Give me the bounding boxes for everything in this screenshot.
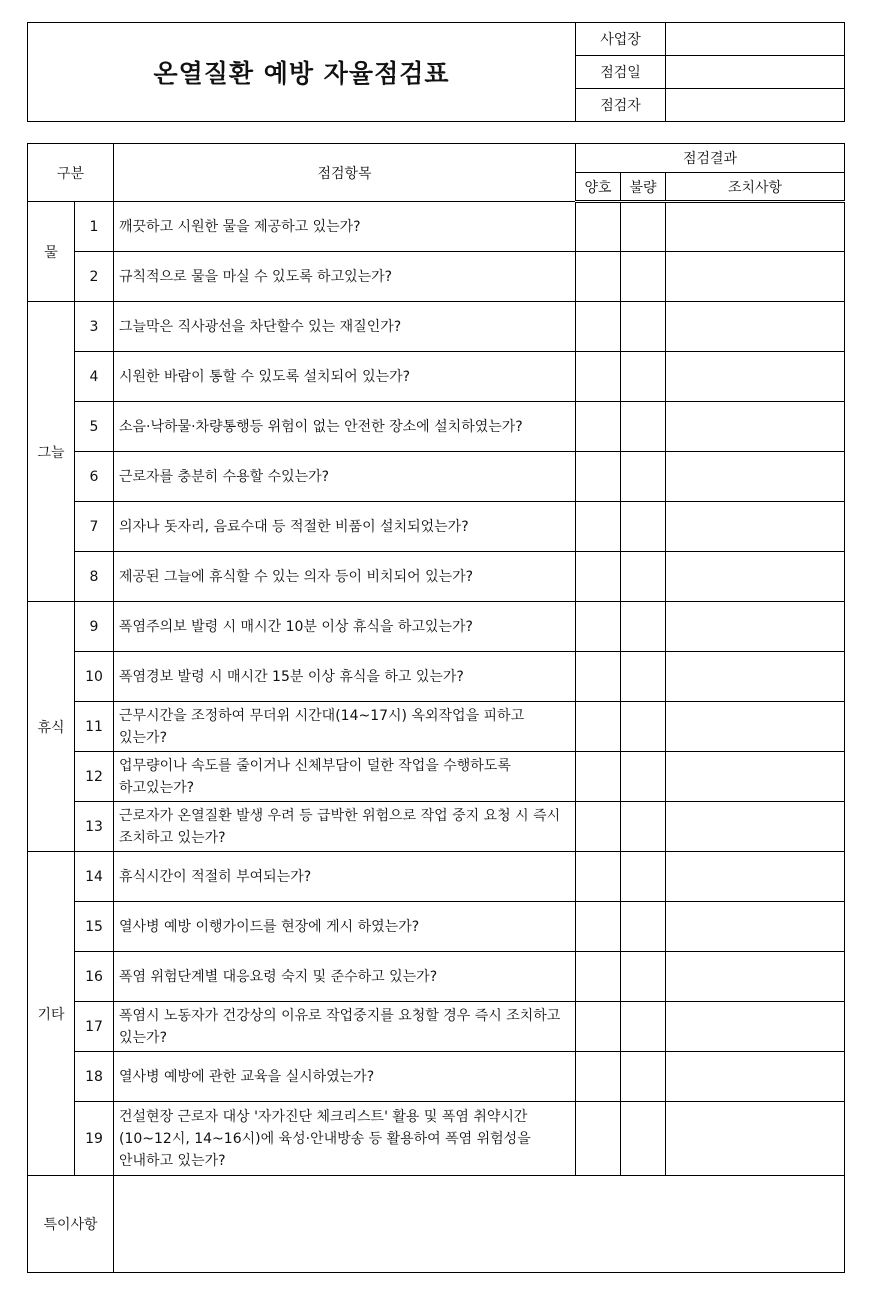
good-check-cell[interactable] <box>576 502 621 552</box>
item-number: 4 <box>75 352 114 402</box>
item-number: 7 <box>75 502 114 552</box>
action-note-cell[interactable] <box>666 1052 845 1102</box>
bad-check-cell[interactable] <box>621 352 666 402</box>
item-text: 근로자를 충분히 수용할 수있는가? <box>114 452 576 502</box>
action-note-cell[interactable] <box>666 902 845 952</box>
item-number: 17 <box>75 1002 114 1052</box>
action-note-cell[interactable] <box>666 602 845 652</box>
bad-check-cell[interactable] <box>621 602 666 652</box>
checklist-table <box>27 143 845 1273</box>
item-number: 14 <box>75 852 114 902</box>
good-check-cell[interactable] <box>576 1002 621 1052</box>
bad-check-cell[interactable] <box>621 952 666 1002</box>
action-note-cell[interactable] <box>666 702 845 752</box>
checklist-row <box>28 902 845 952</box>
item-number: 16 <box>75 952 114 1002</box>
checklist-row <box>28 502 845 552</box>
action-note-cell[interactable] <box>666 1102 845 1176</box>
action-note-cell[interactable] <box>666 252 845 302</box>
document-title: 온열질환 예방 자율점검표 <box>28 23 576 122</box>
good-check-cell[interactable] <box>576 702 621 752</box>
item-text: 규칙적으로 물을 마실 수 있도록 하고있는가? <box>114 252 576 302</box>
checklist-row <box>28 602 845 652</box>
item-text: 휴식시간이 적절히 부여되는가? <box>114 852 576 902</box>
item-number: 13 <box>75 802 114 852</box>
inspector-label: 점검자 <box>576 89 666 122</box>
item-text: 소음·낙하물·차량통행등 위험이 없는 안전한 장소에 설치하였는가? <box>114 402 576 452</box>
item-text: 폭염경보 발령 시 매시간 15분 이상 휴식을 하고 있는가? <box>114 652 576 702</box>
bad-check-cell[interactable] <box>621 852 666 902</box>
good-header: 양호 <box>576 173 621 202</box>
result-header: 점검결과 <box>576 144 845 173</box>
item-number: 10 <box>75 652 114 702</box>
item-text: 열사병 예방 이행가이드를 현장에 게시 하였는가? <box>114 902 576 952</box>
bad-check-cell[interactable] <box>621 402 666 452</box>
checklist-row <box>28 452 845 502</box>
item-text: 깨끗하고 시원한 물을 제공하고 있는가? <box>114 202 576 252</box>
checklist-row <box>28 552 845 602</box>
good-check-cell[interactable] <box>576 302 621 352</box>
item-number: 8 <box>75 552 114 602</box>
action-note-cell[interactable] <box>666 652 845 702</box>
checklist-row <box>28 952 845 1002</box>
bad-check-cell[interactable] <box>621 802 666 852</box>
item-number: 19 <box>75 1102 114 1176</box>
header-table <box>27 22 845 122</box>
category-cell: 기타 <box>28 852 75 1176</box>
good-check-cell[interactable] <box>576 352 621 402</box>
inspector-value-field[interactable] <box>666 89 845 122</box>
good-check-cell[interactable] <box>576 752 621 802</box>
bad-check-cell[interactable] <box>621 1052 666 1102</box>
category-cell: 휴식 <box>28 602 75 852</box>
item-text: 폭염 위험단계별 대응요령 숙지 및 준수하고 있는가? <box>114 952 576 1002</box>
action-note-cell[interactable] <box>666 1002 845 1052</box>
good-check-cell[interactable] <box>576 252 621 302</box>
bad-check-cell[interactable] <box>621 1002 666 1052</box>
item-number: 15 <box>75 902 114 952</box>
bad-check-cell[interactable] <box>621 202 666 252</box>
checklist-row <box>28 852 845 902</box>
good-check-cell[interactable] <box>576 952 621 1002</box>
action-header: 조치사항 <box>666 173 845 202</box>
category-cell: 물 <box>28 202 75 302</box>
action-note-cell[interactable] <box>666 502 845 552</box>
good-check-cell[interactable] <box>576 552 621 602</box>
good-check-cell[interactable] <box>576 402 621 452</box>
item-text: 폭염주의보 발령 시 매시간 10분 이상 휴식을 하고있는가? <box>114 602 576 652</box>
checklist-row <box>28 802 845 852</box>
checklist-row <box>28 752 845 802</box>
checklist-row <box>28 652 845 702</box>
item-number: 18 <box>75 1052 114 1102</box>
inspection-date-value-field[interactable] <box>666 56 845 89</box>
action-note-cell[interactable] <box>666 852 845 902</box>
item-number: 9 <box>75 602 114 652</box>
action-note-cell[interactable] <box>666 802 845 852</box>
bad-check-cell[interactable] <box>621 502 666 552</box>
action-note-cell[interactable] <box>666 202 845 252</box>
item-header: 점검항목 <box>114 144 576 202</box>
remarks-label: 특이사항 <box>28 1176 114 1273</box>
bad-check-cell[interactable] <box>621 702 666 752</box>
checklist-row <box>28 252 845 302</box>
checklist-row <box>28 202 845 252</box>
action-note-cell[interactable] <box>666 752 845 802</box>
action-note-cell[interactable] <box>666 402 845 452</box>
item-text: 폭염시 노동자가 건강상의 이유로 작업중지를 요청할 경우 즉시 조치하고 있는가? <box>114 1002 576 1052</box>
item-number: 3 <box>75 302 114 352</box>
inspection-date-label: 점검일 <box>576 56 666 89</box>
good-check-cell[interactable] <box>576 1052 621 1102</box>
good-check-cell[interactable] <box>576 902 621 952</box>
workplace-label: 사업장 <box>576 23 666 56</box>
checklist-row <box>28 352 845 402</box>
item-text: 의자나 돗자리, 음료수대 등 적절한 비품이 설치되었는가? <box>114 502 576 552</box>
bad-check-cell[interactable] <box>621 902 666 952</box>
checklist-body <box>28 202 845 1176</box>
checklist-row <box>28 1002 845 1052</box>
item-text: 시원한 바람이 통할 수 있도록 설치되어 있는가? <box>114 352 576 402</box>
item-number: 12 <box>75 752 114 802</box>
item-number: 6 <box>75 452 114 502</box>
good-check-cell[interactable] <box>576 602 621 652</box>
action-note-cell[interactable] <box>666 352 845 402</box>
checklist-row <box>28 1102 845 1176</box>
good-check-cell[interactable] <box>576 852 621 902</box>
action-note-cell[interactable] <box>666 552 845 602</box>
good-check-cell[interactable] <box>576 802 621 852</box>
checklist-row <box>28 702 845 752</box>
good-check-cell[interactable] <box>576 452 621 502</box>
action-note-cell[interactable] <box>666 452 845 502</box>
bad-check-cell[interactable] <box>621 252 666 302</box>
item-number: 1 <box>75 202 114 252</box>
good-check-cell[interactable] <box>576 1102 621 1176</box>
bad-header: 불량 <box>621 173 666 202</box>
bad-check-cell[interactable] <box>621 302 666 352</box>
action-note-cell[interactable] <box>666 302 845 352</box>
item-text: 건설현장 근로자 대상 '자가진단 체크리스트' 활용 및 폭염 취약시간(10~12시, 14~16시)에 육성·안내방송 등 활용하여 폭염 위험성을 안내하고 있는가? <box>114 1102 576 1176</box>
workplace-value-field[interactable] <box>666 23 845 56</box>
item-text: 열사병 예방에 관한 교육을 실시하였는가? <box>114 1052 576 1102</box>
remarks-field[interactable] <box>114 1176 845 1273</box>
action-note-cell[interactable] <box>666 952 845 1002</box>
item-number: 11 <box>75 702 114 752</box>
bad-check-cell[interactable] <box>621 752 666 802</box>
item-number: 2 <box>75 252 114 302</box>
item-text: 그늘막은 직사광선을 차단할수 있는 재질인가? <box>114 302 576 352</box>
checklist-row <box>28 302 845 352</box>
item-text: 제공된 그늘에 휴식할 수 있는 의자 등이 비치되어 있는가? <box>114 552 576 602</box>
item-text: 근무시간을 조정하여 무더위 시간대(14~17시) 옥외작업을 피하고 있는가? <box>114 702 576 752</box>
bad-check-cell[interactable] <box>621 652 666 702</box>
category-header: 구분 <box>28 144 114 202</box>
good-check-cell[interactable] <box>576 652 621 702</box>
bad-check-cell[interactable] <box>621 1102 666 1176</box>
category-cell: 그늘 <box>28 302 75 602</box>
item-text: 근로자가 온열질환 발생 우려 등 급박한 위험으로 작업 중지 요청 시 즉시 조치하고 있는가? <box>114 802 576 852</box>
bad-check-cell[interactable] <box>621 552 666 602</box>
bad-check-cell[interactable] <box>621 452 666 502</box>
item-number: 5 <box>75 402 114 452</box>
checklist-row <box>28 402 845 452</box>
checklist-row <box>28 1052 845 1102</box>
item-text: 업무량이나 속도를 줄이거나 신체부담이 덜한 작업을 수행하도록 하고있는가? <box>114 752 576 802</box>
good-check-cell[interactable] <box>576 202 621 252</box>
